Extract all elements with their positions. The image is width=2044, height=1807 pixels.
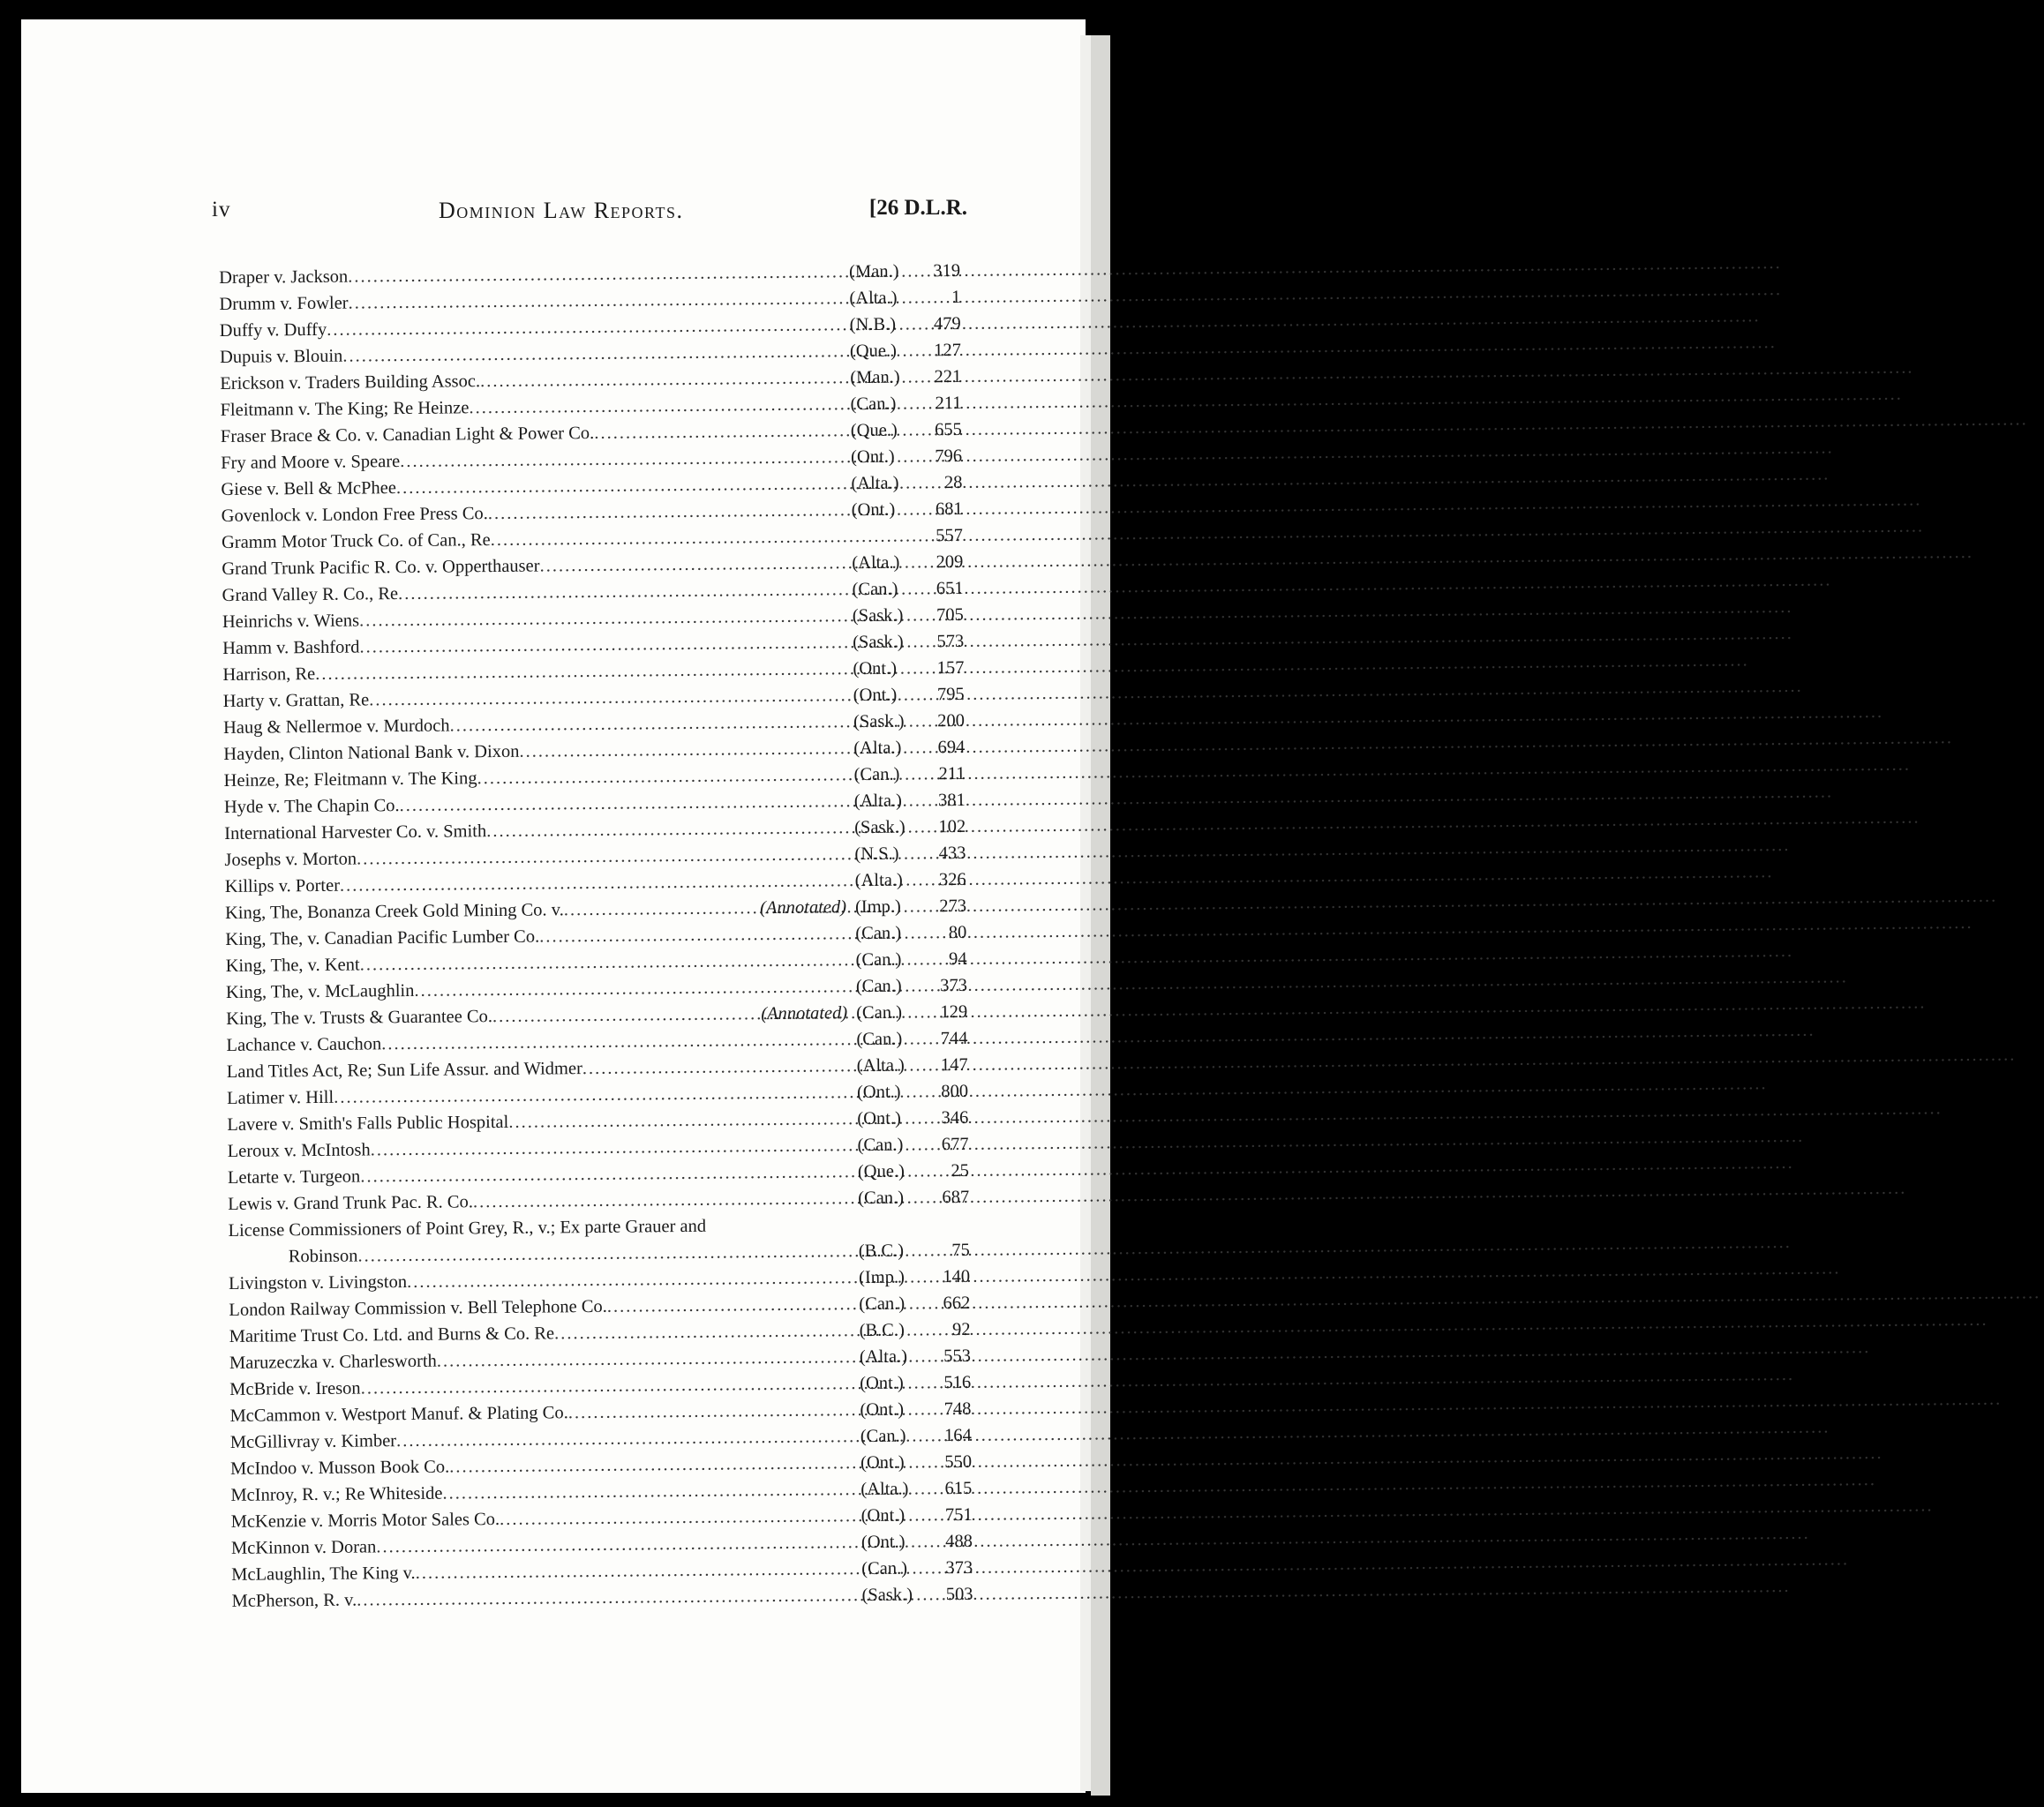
jurisdiction: (Ont.) xyxy=(860,1452,905,1473)
dot-leader xyxy=(519,735,853,765)
case-name: Letarte v. Turgeon xyxy=(227,1166,361,1188)
case-name: Dupuis v. Blouin xyxy=(219,346,343,367)
jurisdiction: (Que.) xyxy=(857,1161,905,1182)
page-number: 553 xyxy=(943,1346,972,1367)
jurisdiction: (N.B.) xyxy=(849,314,897,335)
case-name: McBride v. Ireson xyxy=(229,1378,361,1399)
page-number: 373 xyxy=(945,1557,973,1578)
jurisdiction: (Imp.) xyxy=(854,896,901,918)
dot-leader xyxy=(414,973,856,1004)
case-name: Livingston v. Livingston xyxy=(228,1272,408,1293)
jurisdiction: (Can.) xyxy=(856,1029,903,1050)
dot-leader xyxy=(442,1476,860,1507)
jurisdiction: (Can.) xyxy=(855,949,902,971)
case-name: Harty v. Grattan, Re xyxy=(222,690,370,711)
page-number: 381 xyxy=(938,790,966,811)
jurisdiction: (Can.) xyxy=(858,1188,905,1209)
case-name: London Railway Commission v. Bell Telephone Co. xyxy=(229,1296,607,1320)
dot-leader xyxy=(473,1185,859,1215)
jurisdiction: (Ont.) xyxy=(853,658,898,679)
jurisdiction: (Can.) xyxy=(855,976,902,997)
page-number: 211 xyxy=(938,763,966,784)
page-number: 433 xyxy=(938,843,966,864)
page-number: 1 xyxy=(951,287,961,308)
page-number: 92 xyxy=(952,1319,971,1340)
dot-leader xyxy=(437,1344,860,1375)
case-name: Haug & Nellermoe v. Murdoch xyxy=(222,716,450,738)
page-number: 550 xyxy=(944,1451,973,1473)
case-name: Heinze, Re; Fleitmann v. The King xyxy=(223,769,477,791)
page-number: 147 xyxy=(940,1054,968,1076)
case-name: Govenlock v. London Free Press Co. xyxy=(221,504,488,526)
case-name: King, The, Bonanza Creek Gold Mining Co. v. xyxy=(224,900,564,923)
jurisdiction: (Sask.) xyxy=(853,711,905,732)
dot-leader xyxy=(564,895,761,923)
case-name: McCammon v. Westport Manuf. & Plating Co. xyxy=(229,1403,568,1426)
case-name: Fraser Brace & Co. v. Canadian Light & Power Co. xyxy=(220,423,595,446)
page-number: 748 xyxy=(943,1398,972,1420)
case-name: Leroux v. McIntosh xyxy=(227,1140,371,1161)
dot-leader xyxy=(398,576,853,607)
page-number: 705 xyxy=(936,604,964,626)
case-name: Hamm v. Bashford xyxy=(222,637,360,658)
page-number: 795 xyxy=(936,684,965,705)
page-folio: iv xyxy=(212,198,231,221)
dot-leader xyxy=(400,444,851,475)
jurisdiction: (B.C.) xyxy=(859,1320,905,1341)
case-name: Maritime Trust Co. Ltd. and Burns & Co. Re xyxy=(229,1323,555,1346)
case-name: Josephs v. Morton xyxy=(224,849,357,870)
page-number: 157 xyxy=(936,657,965,679)
case-name: Fleitmann v. The King; Re Heinze xyxy=(220,398,470,420)
page-number: 80 xyxy=(948,922,967,943)
dot-leader xyxy=(607,1291,860,1320)
case-name: McKinnon v. Doran xyxy=(230,1537,377,1558)
case-name: McIndoo v. Musson Book Co. xyxy=(229,1457,450,1479)
case-name: King, The, v. Canadian Pacific Lumber Co. xyxy=(225,926,540,949)
jurisdiction: (Imp.) xyxy=(858,1267,905,1288)
dot-leader xyxy=(480,364,850,394)
running-title: Dominion Law Reports. xyxy=(439,198,684,223)
jurisdiction: (Ont.) xyxy=(853,685,898,706)
page-number: 796 xyxy=(935,446,963,467)
dot-leader xyxy=(449,709,853,739)
case-name: License Commissioners of Point Grey, R., v.; Ex parte Grauer and xyxy=(228,1216,707,1241)
case-name: McPherson, R. v. xyxy=(231,1590,357,1611)
jurisdiction: (Que.) xyxy=(850,420,898,441)
dot-leader xyxy=(407,1264,859,1295)
page-number: 488 xyxy=(945,1531,973,1552)
page-number: 651 xyxy=(936,578,964,599)
jurisdiction: (Alta.) xyxy=(854,870,903,891)
case-index-list xyxy=(219,258,973,1615)
dot-leader xyxy=(500,1503,861,1533)
dot-leader xyxy=(492,1001,762,1030)
jurisdiction: (Can.) xyxy=(853,764,900,785)
jurisdiction: (Can.) xyxy=(850,394,897,415)
jurisdiction: (Alta.) xyxy=(851,473,899,494)
page-number: 94 xyxy=(948,948,967,970)
running-header xyxy=(212,196,967,226)
page-number: 573 xyxy=(936,631,965,652)
case-name: Heinrichs v. Wiens xyxy=(222,611,360,632)
jurisdiction: (Alta.) xyxy=(856,1055,905,1076)
page-number: 200 xyxy=(937,710,966,731)
jurisdiction: (Man.) xyxy=(850,367,900,388)
jurisdiction: (Alta.) xyxy=(859,1346,908,1368)
jurisdiction: (Que.) xyxy=(849,341,898,362)
jurisdiction: (Sask.) xyxy=(854,817,906,838)
dot-leader xyxy=(415,1556,861,1586)
dot-leader xyxy=(486,814,854,844)
page-number: 164 xyxy=(943,1425,972,1446)
dot-leader xyxy=(357,1582,862,1613)
jurisdiction: (Ont.) xyxy=(860,1532,906,1553)
dot-leader xyxy=(508,1106,857,1136)
dot-leader xyxy=(594,417,851,446)
jurisdiction: (Can.) xyxy=(852,579,898,600)
jurisdiction: (Ont.) xyxy=(851,499,896,521)
page-number: 221 xyxy=(934,366,962,387)
jurisdiction: (Can.) xyxy=(855,923,902,944)
case-name: Duffy v. Duffy xyxy=(219,319,327,341)
dot-leader xyxy=(539,550,852,579)
case-name: Giese v. Bell & McPhee xyxy=(221,478,397,499)
page-number: 800 xyxy=(941,1081,969,1102)
case-name: Hyde v. The Chapin Co. xyxy=(223,796,400,817)
case-name: Latimer v. Hill xyxy=(226,1087,334,1108)
jurisdiction: (Alta.) xyxy=(853,791,903,812)
case-name: Erickson v. Traders Building Assoc. xyxy=(220,371,481,394)
dot-leader xyxy=(449,1450,860,1480)
case-name: Lewis v. Grand Trunk Pac. R. Co. xyxy=(228,1192,474,1214)
case-name: Drumm v. Fowler xyxy=(219,293,349,314)
case-name: Draper v. Jackson xyxy=(219,266,349,288)
jurisdiction: (Ont.) xyxy=(857,1108,901,1129)
page-number: 127 xyxy=(934,340,962,361)
case-name: Lachance v. Cauchon xyxy=(226,1034,382,1055)
page-number: 346 xyxy=(941,1107,969,1128)
case-name: McGillivray v. Kimber xyxy=(229,1431,397,1452)
page-number: 516 xyxy=(943,1372,972,1393)
jurisdiction: (Can.) xyxy=(860,1426,906,1447)
dot-leader xyxy=(469,391,850,421)
dot-leader xyxy=(396,470,852,501)
page-number: 140 xyxy=(943,1266,971,1287)
case-name: McLaughlin, The King v. xyxy=(231,1563,416,1585)
case-name: Land Titles Act, Re; Sun Life Assur. and Widmer xyxy=(226,1059,582,1082)
jurisdiction: (Can.) xyxy=(861,1558,908,1579)
case-name: Gramm Motor Truck Co. of Can., Re xyxy=(221,530,491,552)
jurisdiction: (Ont.) xyxy=(860,1399,905,1421)
page-number: 326 xyxy=(938,869,966,890)
jurisdiction: (Man.) xyxy=(849,261,899,282)
dot-leader xyxy=(399,788,854,819)
jurisdiction: (Alta.) xyxy=(853,738,902,759)
page-number: 102 xyxy=(938,816,966,837)
case-name: King, The v. Trusts & Guarantee Co. xyxy=(226,1007,493,1029)
case-name: Grand Trunk Pacific R. Co. v. Opperthauser xyxy=(222,556,540,579)
page-number: 319 xyxy=(933,260,961,281)
page-number: 373 xyxy=(940,975,967,996)
jurisdiction: (Sask.) xyxy=(853,632,904,653)
case-name: King, The, v. Kent xyxy=(225,955,360,976)
jurisdiction: (Sask.) xyxy=(852,605,904,626)
page-number: 209 xyxy=(936,551,964,573)
annotated-note: (Annotated) xyxy=(760,897,847,918)
dot-leader xyxy=(582,1053,857,1082)
page-number: 557 xyxy=(936,525,964,546)
page-number: 744 xyxy=(940,1028,968,1049)
case-name: Grand Valley R. Co., Re xyxy=(222,584,399,605)
jurisdiction: (Can.) xyxy=(857,1135,904,1156)
page-number: 129 xyxy=(940,1001,968,1023)
page-number: 75 xyxy=(951,1240,970,1261)
jurisdiction: (B.C.) xyxy=(858,1241,905,1262)
dot-leader xyxy=(539,920,855,949)
page-number: 503 xyxy=(945,1584,973,1605)
page-number: 25 xyxy=(951,1160,970,1181)
jurisdiction: (Ont.) xyxy=(856,1082,901,1103)
case-name: International Harvester Co. v. Smith xyxy=(224,821,487,844)
page-number: 655 xyxy=(934,419,962,440)
jurisdiction: (Alta.) xyxy=(860,1479,909,1500)
dot-leader xyxy=(477,761,853,791)
case-name: Maruzeczka v. Charlesworth xyxy=(229,1351,437,1373)
page-number: 662 xyxy=(943,1293,971,1314)
page-number: 687 xyxy=(942,1187,970,1208)
annotated-note: (Annotated) xyxy=(761,1003,848,1024)
jurisdiction: (Ont.) xyxy=(860,1373,904,1394)
jurisdiction: (Sask.) xyxy=(861,1585,913,1606)
case-name: McInroy, R. v.; Re Whiteside xyxy=(230,1483,443,1505)
jurisdiction: (N.S.) xyxy=(854,844,899,865)
dot-leader xyxy=(488,497,852,527)
jurisdiction: (Ont.) xyxy=(851,446,895,468)
case-name: Harrison, Re xyxy=(222,664,316,685)
dot-leader xyxy=(554,1317,860,1346)
case-name: McKenzie v. Morris Motor Sales Co. xyxy=(230,1510,500,1532)
page-number: 694 xyxy=(937,737,966,758)
volume-reference: [26 D.L.R. xyxy=(868,196,967,220)
jurisdiction: (Alta.) xyxy=(852,552,900,574)
case-name: Killips v. Porter xyxy=(224,875,341,896)
page-number: 677 xyxy=(941,1134,969,1155)
case-name-continued: Robinson xyxy=(288,1246,358,1267)
page-number: 681 xyxy=(935,499,963,520)
page-number: 273 xyxy=(939,896,967,917)
case-name: Lavere v. Smith's Falls Public Hospital xyxy=(227,1112,509,1135)
case-name: Hayden, Clinton National Bank v. Dixon xyxy=(223,741,520,764)
page-number: 211 xyxy=(935,393,962,414)
jurisdiction: (Ont.) xyxy=(860,1505,906,1526)
jurisdiction: (Alta.) xyxy=(849,288,898,309)
dot-leader xyxy=(491,523,853,553)
dot-leader xyxy=(568,1397,860,1426)
jurisdiction: (Can.) xyxy=(859,1293,906,1315)
case-name: King, The, v. McLaughlin xyxy=(225,980,415,1002)
page-number: 28 xyxy=(943,472,963,493)
page-number: 615 xyxy=(944,1478,973,1499)
jurisdiction: (Can.) xyxy=(856,1002,903,1023)
page-number: 479 xyxy=(933,313,961,334)
case-name: Fry and Moore v. Speare xyxy=(221,452,401,473)
page-number: 751 xyxy=(944,1504,973,1526)
